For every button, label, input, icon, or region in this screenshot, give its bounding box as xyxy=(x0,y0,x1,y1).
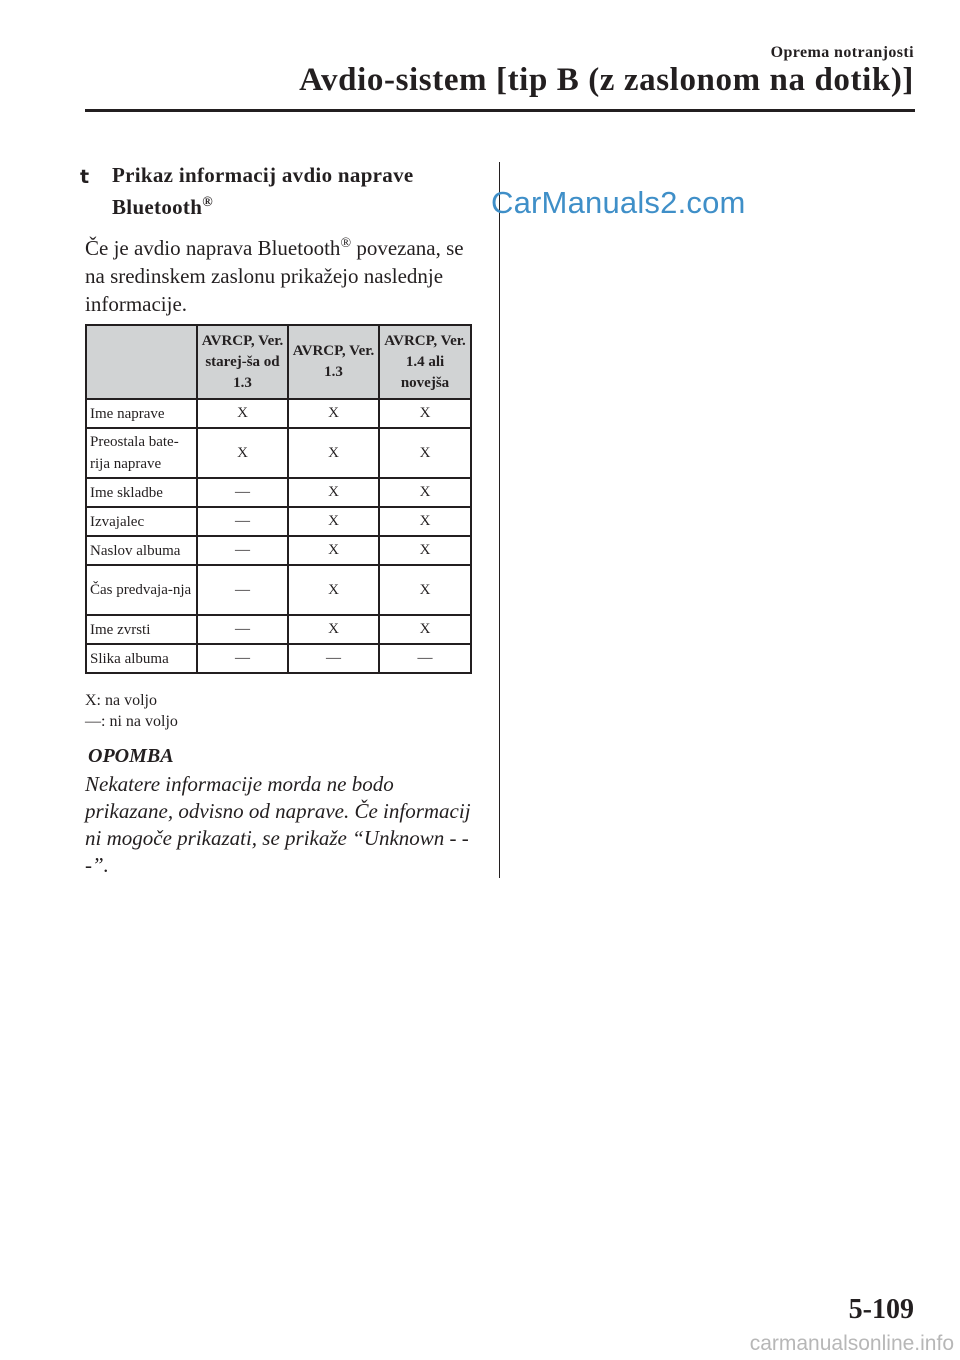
table-legend xyxy=(85,690,178,732)
table-row xyxy=(86,644,471,673)
table-cell: X xyxy=(379,428,471,478)
table-cell: — xyxy=(197,507,288,536)
table-cell: X xyxy=(379,478,471,507)
table-cell: X xyxy=(379,565,471,615)
registered-mark: ® xyxy=(202,195,213,210)
info-table xyxy=(85,324,472,674)
table-header-cell: AVRCP, Ver. starej-ša od 1.3 xyxy=(197,325,288,399)
section-title-line1: Prikaz informacij avdio naprave xyxy=(112,163,414,187)
table-cell: — xyxy=(197,615,288,644)
table-cell: X xyxy=(379,507,471,536)
legend-unavailable: —: ni na voljo xyxy=(85,713,178,730)
table-cell: — xyxy=(197,478,288,507)
table-cell: X xyxy=(288,615,379,644)
footer-watermark: carmanualsonline.info xyxy=(749,1332,954,1355)
intro-paragraph xyxy=(85,230,485,318)
table-header-cell: AVRCP, Ver. 1.4 ali novejša xyxy=(379,325,471,399)
table-cell: — xyxy=(197,536,288,565)
intro-part2: povezana, se na sredinskem zaslonu prikažejo naslednje informacije. xyxy=(85,236,464,316)
section-marker: t xyxy=(80,166,90,188)
note-label: OPOMBA xyxy=(88,745,174,767)
note-text: Nekatere informacije morda ne bodo prikazane, odvisno od naprave. Če informacij ni mogoče prikazati, se prikaže “Unknown - - -”. xyxy=(85,772,471,877)
table-cell: X xyxy=(197,399,288,428)
table-cell: X xyxy=(379,615,471,644)
table-cell: X xyxy=(288,428,379,478)
table-row xyxy=(86,428,471,478)
row-label: Čas predvaja-nja xyxy=(86,565,197,615)
header-rule xyxy=(85,109,915,112)
table-row xyxy=(86,565,471,615)
row-label: Ime skladbe xyxy=(86,478,197,507)
row-label: Ime naprave xyxy=(86,399,197,428)
row-label: Slika albuma xyxy=(86,644,197,673)
table-cell: X xyxy=(288,565,379,615)
row-label: Izvajalec xyxy=(86,507,197,536)
chapter-subtitle: Oprema notranjosti xyxy=(770,44,914,61)
column-divider xyxy=(499,162,500,878)
table-header-row xyxy=(86,325,471,399)
table-cell: X xyxy=(379,399,471,428)
table-header-cell xyxy=(86,325,197,399)
legend-available: X: na voljo xyxy=(85,692,157,709)
intro-part1: Če je avdio naprava Bluetooth xyxy=(85,236,341,260)
table-cell: — xyxy=(288,644,379,673)
table-cell: X xyxy=(288,507,379,536)
table-cell: — xyxy=(197,644,288,673)
registered-mark: ® xyxy=(340,236,352,251)
table-row xyxy=(86,536,471,565)
page-number: 5-109 xyxy=(848,1294,914,1325)
watermark: CarManuals2.com xyxy=(491,185,746,220)
table-cell: X xyxy=(379,536,471,565)
table-row xyxy=(86,507,471,536)
row-label: Naslov albuma xyxy=(86,536,197,565)
table-header-cell: AVRCP, Ver. 1.3 xyxy=(288,325,379,399)
table-cell: X xyxy=(288,536,379,565)
table-cell: — xyxy=(197,565,288,615)
row-label: Preostala bate-rija naprave xyxy=(86,428,197,478)
table-row xyxy=(86,399,471,428)
section-title-line2: Bluetooth xyxy=(112,195,203,219)
table-row xyxy=(86,478,471,507)
table-cell: X xyxy=(288,478,379,507)
section-title xyxy=(112,161,472,221)
table-row xyxy=(86,615,471,644)
chapter-title: Avdio-sistem [tip B (z zaslonom na dotik)] xyxy=(299,62,914,98)
table-cell: — xyxy=(379,644,471,673)
table-cell: X xyxy=(197,428,288,478)
table-cell: X xyxy=(288,399,379,428)
row-label: Ime zvrsti xyxy=(86,615,197,644)
